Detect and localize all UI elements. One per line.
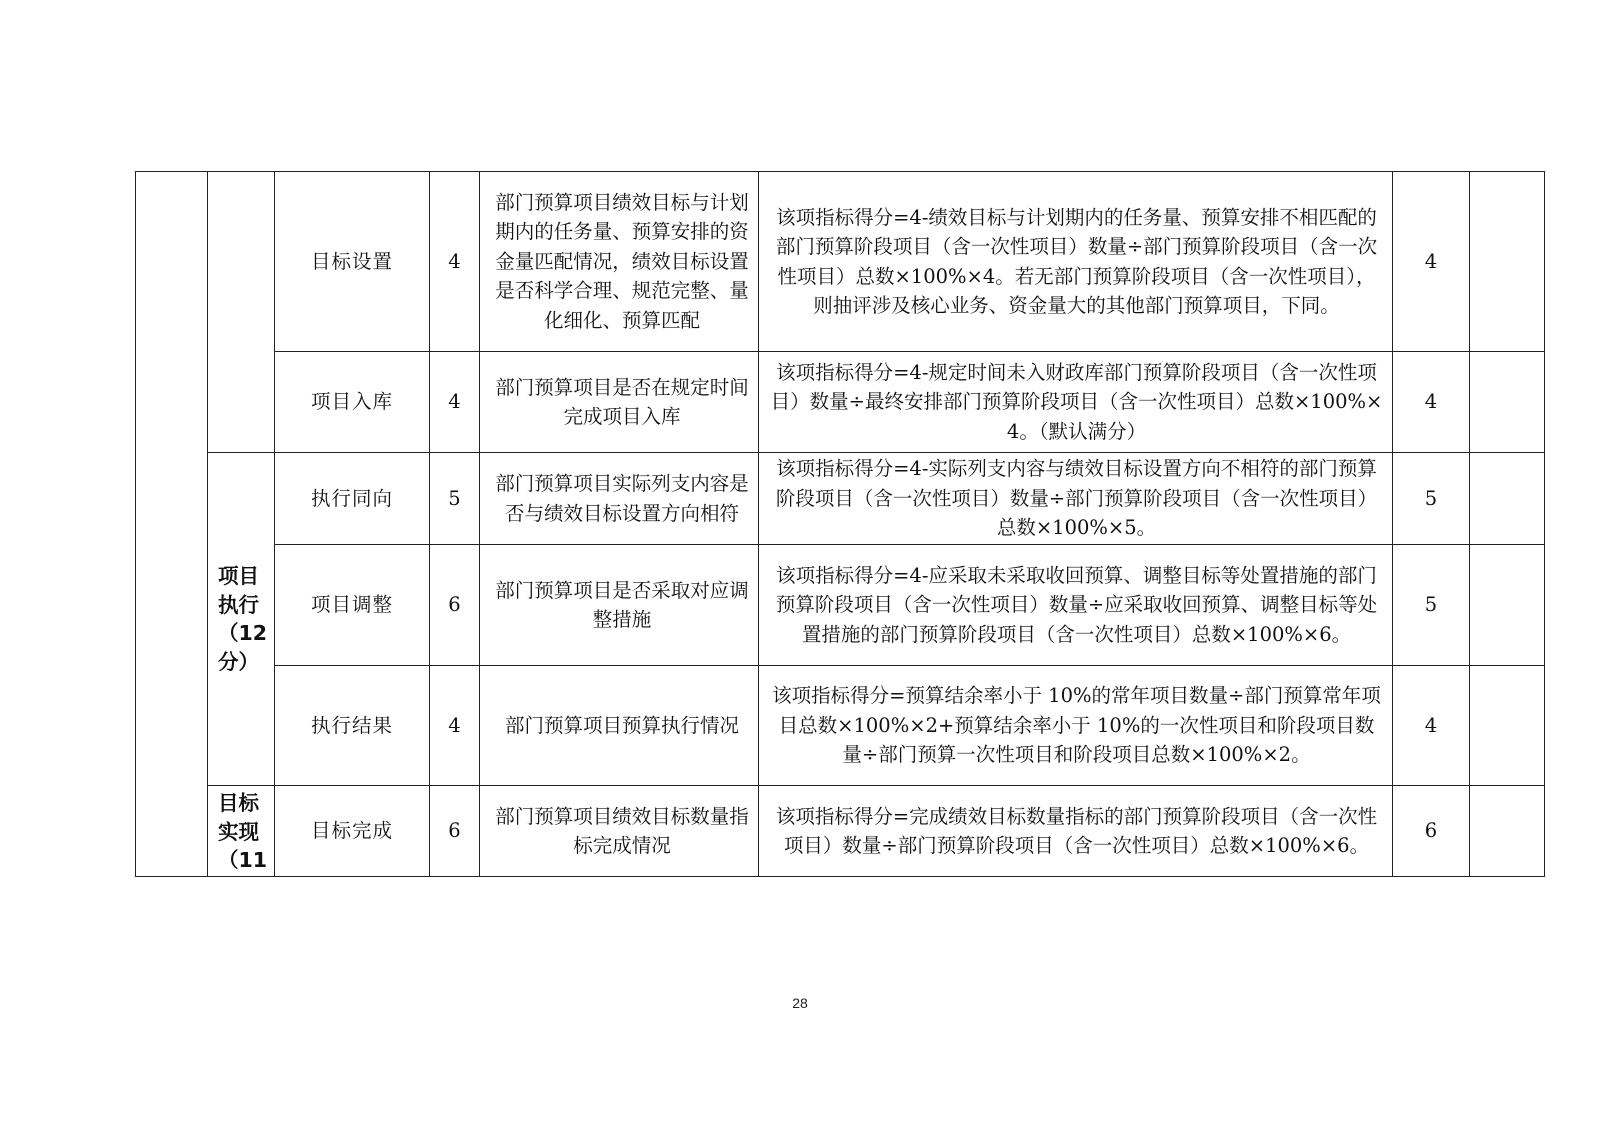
- indicator-cell: 项目调整: [275, 545, 430, 666]
- weight-cell: 6: [430, 786, 480, 877]
- score-cell: 4: [1393, 172, 1470, 352]
- score-cell: 4: [1393, 666, 1470, 786]
- indicator-cell: 目标设置: [275, 172, 430, 352]
- remark-cell: [1470, 352, 1545, 453]
- indicator-cell: 执行结果: [275, 666, 430, 786]
- remark-cell: [1470, 666, 1545, 786]
- weight-cell: 6: [430, 545, 480, 666]
- level2-cell: 项目执行（12分）: [208, 453, 275, 786]
- scoring-rule-cell: 该项指标得分=预算结余率小于 10%的常年项目数量÷部门预算常年项目总数×100%×2+预算结余率小于 10%的一次性项目和阶段项目数量÷部门预算一次性项目和阶段项目总数×100%×2。: [759, 666, 1393, 786]
- weight-cell: 4: [430, 666, 480, 786]
- description-cell: 部门预算项目是否在规定时间完成项目入库: [480, 352, 759, 453]
- indicator-cell: 目标完成: [275, 786, 430, 877]
- table-row: [136, 453, 1545, 545]
- table-row: [136, 666, 1545, 786]
- score-cell: 4: [1393, 352, 1470, 453]
- score-cell: 6: [1393, 786, 1470, 877]
- indicator-cell: 项目入库: [275, 352, 430, 453]
- table-row: [136, 172, 1545, 352]
- remark-cell: [1470, 786, 1545, 877]
- scoring-rule-cell: 该项指标得分=4-应采取未采取收回预算、调整目标等处置措施的部门预算阶段项目（含一次性项目）数量÷应采取收回预算、调整目标等处置措施的部门预算阶段项目（含一次性项目）总数×100%×6。: [759, 545, 1393, 666]
- remark-cell: [1470, 545, 1545, 666]
- indicator-cell: 执行同向: [275, 453, 430, 545]
- description-cell: 部门预算项目绩效目标数量指标完成情况: [480, 786, 759, 877]
- score-cell: 5: [1393, 453, 1470, 545]
- level1-cell: [136, 172, 208, 877]
- weight-cell: 4: [430, 172, 480, 352]
- description-cell: 部门预算项目是否采取对应调整措施: [480, 545, 759, 666]
- evaluation-table: [135, 171, 1545, 877]
- page-number: 28: [792, 995, 808, 1011]
- weight-cell: 4: [430, 352, 480, 453]
- scoring-rule-cell: 该项指标得分=完成绩效目标数量指标的部门预算阶段项目（含一次性项目）数量÷部门预算阶段项目（含一次性项目）总数×100%×6。: [759, 786, 1393, 877]
- weight-cell: 5: [430, 453, 480, 545]
- scoring-rule-cell: 该项指标得分=4-实际列支内容与绩效目标设置方向不相符的部门预算阶段项目（含一次性项目）数量÷部门预算阶段项目（含一次性项目）总数×100%×5。: [759, 453, 1393, 545]
- remark-cell: [1470, 172, 1545, 352]
- remark-cell: [1470, 453, 1545, 545]
- description-cell: 部门预算项目实际列支内容是否与绩效目标设置方向相符: [480, 453, 759, 545]
- table-row: [136, 545, 1545, 666]
- level2-cell: 目标实现（11: [208, 786, 275, 877]
- level2-cell: [208, 172, 275, 453]
- table-row: [136, 352, 1545, 453]
- scoring-rule-cell: 该项指标得分=4-绩效目标与计划期内的任务量、预算安排不相匹配的部门预算阶段项目（含一次性项目）数量÷部门预算阶段项目（含一次性项目）总数×100%×4。若无部门预算阶段项目（含一次性项目），则抽评涉及核心业务、资金量大的其他部门预算项目，下同。: [759, 172, 1393, 352]
- description-cell: 部门预算项目绩效目标与计划期内的任务量、预算安排的资金量匹配情况，绩效目标设置是否科学合理、规范完整、量化细化、预算匹配: [480, 172, 759, 352]
- table-row: [136, 786, 1545, 877]
- description-cell: 部门预算项目预算执行情况: [480, 666, 759, 786]
- score-cell: 5: [1393, 545, 1470, 666]
- scoring-rule-cell: 该项指标得分=4-规定时间未入财政库部门预算阶段项目（含一次性项目）数量÷最终安排部门预算阶段项目（含一次性项目）总数×100%×4。（默认满分）: [759, 352, 1393, 453]
